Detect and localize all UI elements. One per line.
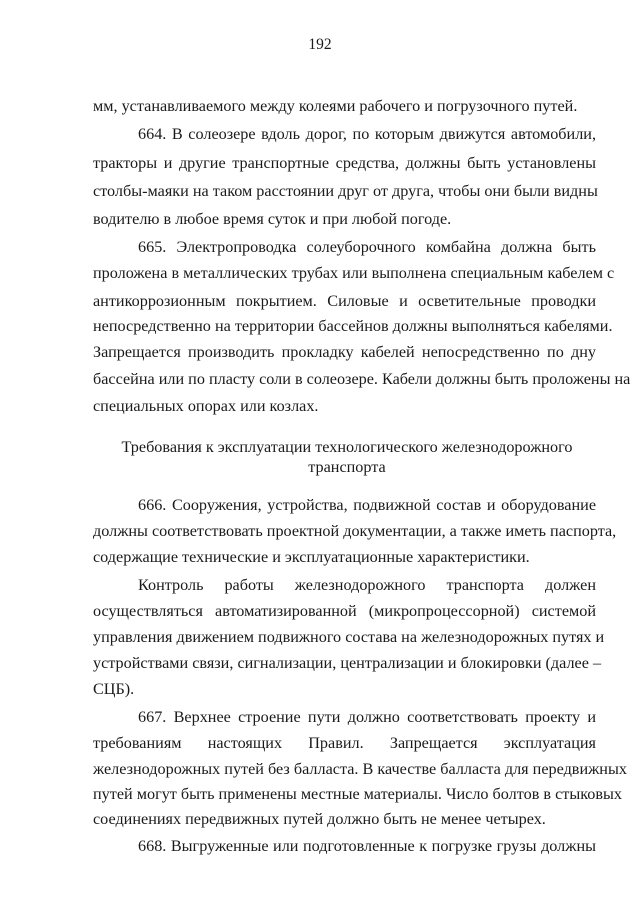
text-line: устройствами связи, сигнализации, централизации и блокировки (далее –: [93, 654, 602, 672]
text-line: непосредственно на территории бассейнов должны выполняться кабелями.: [93, 317, 613, 335]
text-line: Контроль работы железнодорожного транспорта должен: [138, 576, 596, 594]
text-line: проложена в металлических трубах или выполнена специальным кабелем с: [93, 264, 615, 282]
text-line: 668. Выгруженные или подготовленные к погрузке грузы должны: [138, 837, 596, 855]
text-line: содержащие технические и эксплуатационные характеристики.: [93, 548, 530, 566]
page-number: 192: [308, 36, 332, 53]
text-line: мм, устанавливаемого между колеями рабочего и погрузочного путей.: [93, 97, 578, 115]
text-line: 667. Верхнее строение пути должно соответствовать проекту и: [138, 708, 596, 726]
text-line: соединениях передвижных путей должно быть не менее четырех.: [93, 810, 546, 828]
text-line: железнодорожных путей без балласта. В качестве балласта для передвижных: [93, 760, 627, 778]
section-heading: Требования к эксплуатации технологического железнодорожного: [121, 438, 573, 456]
text-line: Запрещается производить прокладку кабелей непосредственно по дну: [93, 343, 596, 361]
text-line: осуществляться автоматизированной (микропроцессорной) системой: [93, 602, 596, 620]
text-line: требованиям настоящих Правил. Запрещается эксплуатация: [93, 734, 596, 752]
text-line: должны соответствовать проектной документации, а также иметь паспорта,: [93, 522, 617, 540]
text-line: 666. Сооружения, устройства, подвижной состав и оборудование: [138, 496, 596, 514]
text-line: путей могут быть применены местные материалы. Число болтов в стыковых: [93, 785, 622, 803]
text-line: 664. В солеозере вдоль дорог, по которым движутся автомобили,: [138, 125, 596, 143]
text-line: тракторы и другие транспортные средства, должны быть установлены: [93, 154, 596, 172]
text-line: бассейна или по пласту соли в солеозере. Кабели должны быть проложены на: [93, 370, 631, 388]
text-line: специальных опорах или козлах.: [93, 397, 319, 415]
text-line: столбы-маяки на таком расстоянии друг от друга, чтобы они были видны: [93, 182, 598, 200]
text-line: СЦБ).: [93, 680, 135, 698]
text-line: 665. Электропроводка солеуборочного комбайна должна быть: [138, 238, 596, 256]
text-line: водителю в любое время суток и при любой погоде.: [93, 210, 452, 228]
section-heading: транспорта: [308, 458, 386, 476]
text-line: управления движением подвижного состава на железнодорожных путях и: [93, 628, 605, 646]
text-line: антикоррозионным покрытием. Силовые и осветительные проводки: [93, 292, 596, 310]
